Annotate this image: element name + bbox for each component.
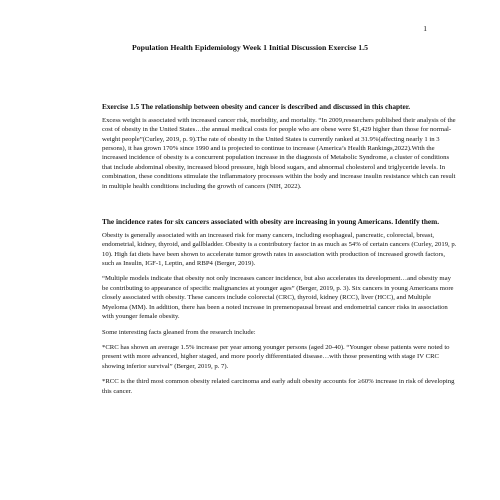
section-2-paragraph: *RCC is the third most common obesity related carcinoma and early adult obesity accounts for ≥60% increase in risk of developing this cancer. — [102, 378, 455, 395]
section-2-paragraph: Some interesting facts gleaned from the research include: — [102, 328, 256, 336]
section-spacer — [102, 197, 457, 217]
section-2-paragraph: *CRC has shown an average 1.5% increase per year among younger persons (aged 20-40). “Younger obese patients were noted to present with more advanced, higher staged, and more poorly differentiated disease…with those presenting with stage IV CRC showing inferior survival” (Berger, 2019, p. 7). — [102, 343, 450, 370]
page-number: 1 — [423, 24, 427, 33]
section-1-heading: Exercise 1.5 The relationship between obesity and cancer is described and discussed in this chapter. — [102, 102, 411, 111]
section-2-paragraph: Obesity is generally associated with an increased risk for many cancers, including esophageal, pancreatic, colorectal, breast, endometrial, kidney, thyroid, and gallbladder. Obesity is a contributory factor in as much as 54% of certain cancers (Curley, 2019, p. 10). High fat diets have been shown to accelerate tumor growth rates in association with production of increased growth factors, such as Insulin, IGF-1, Leptin, and RBP4 (Berger, 2019). — [102, 231, 457, 268]
document-title: Population Health Epidemiology Week 1 Initial Discussion Exercise 1.5 — [131, 43, 369, 52]
section-2-paragraph: “Multiple models indicate that obesity not only increases cancer incidence, but also accelerates its development…and obesity may be contributing to appearance of specific malignancies at younger ages” (Berger, 2019, p. 3). Six cancers in young Americans more closely associated with obesity. These cancers include colorectal (CRC), thyroid, kidney (RCC), liver (HCC), and Multiple Myeloma (MM). In addition, there has been a noted increase in premenopausal breast and endometrial cancer risks in association with younger female obesity. — [102, 275, 454, 321]
section-1-paragraph: Excess weight is associated with increased cancer risk, morbidity, and mortality. “In 2009,researchers published their analysis of the cost of obesity in the United States…the annual medical costs for people who are obese were $1,429 higher than those for normal-weight people”(Curley, 2019, p. 9).The rate of obesity in the United States is currently ranked at 31.9%(affecting nearly 1 in 3 persons), it has grown 170% since 1990 and is projected to continue to increase (America’s Health Rankings,2022).With the increased incidence of obesity is a concurrent population increase in the diagnosis of Metabolic Syndrome, a cluster of conditions that include abdominal obesity, increased blood pressure, high blood sugars, and abnormal cholesterol and triglyceride levels. In combination, these conditions stimulate the inflammatory processes within the body and increase insulin resistance which can result in multiple health conditions including the growth of cancers (NIH, 2022). — [102, 116, 456, 190]
section-2-heading: The incidence rates for six cancers associated with obesity are increasing in young Americans. Identify them. — [102, 217, 440, 227]
document-body — [102, 102, 457, 402]
